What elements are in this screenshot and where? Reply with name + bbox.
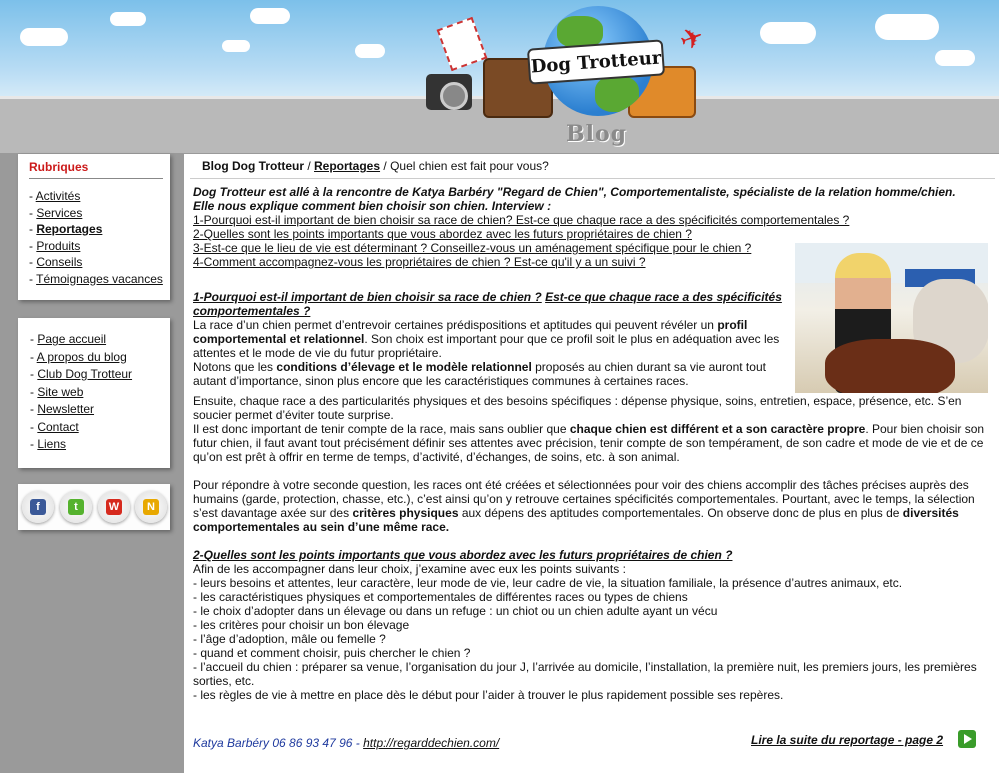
paragraph: Ensuite, chaque race a des particularités physiques et des besoins spécifiques : dépense physique, soins, entretien, espace, présence, etc. S’en soucier permet d’éviter toute surprise. bbox=[193, 394, 962, 422]
rubriques-title: Rubriques bbox=[29, 160, 89, 174]
wikio-icon: W bbox=[106, 499, 122, 515]
paragraph bbox=[193, 318, 785, 360]
next-arrow-icon[interactable] bbox=[958, 730, 976, 748]
contact-line bbox=[193, 736, 499, 750]
breadcrumb bbox=[202, 159, 549, 173]
rubriques-box bbox=[18, 154, 170, 300]
wikio-button[interactable] bbox=[98, 491, 130, 523]
link-contact[interactable]: Contact bbox=[37, 419, 79, 434]
article-body bbox=[193, 185, 989, 702]
question-1-heading bbox=[193, 290, 785, 318]
breadcrumb-divider bbox=[190, 178, 995, 179]
facebook-button[interactable] bbox=[22, 491, 54, 523]
text: La race d’un chien permet d’entrevoir certaines prédispositions et aptitudes qui peuvent révéler un bbox=[193, 318, 718, 332]
text-bold: conditions d’élevage et le modèle relationnel bbox=[276, 360, 532, 374]
twitter-button[interactable] bbox=[60, 491, 92, 523]
cloud bbox=[760, 22, 816, 44]
question-2-heading: 2-Quelles sont les points importants que vous abordez avec les futurs propriétaires de chien ? bbox=[193, 548, 733, 562]
site-link-item: - Club Dog Trotteur bbox=[30, 367, 133, 381]
text: Pour répondre à votre seconde question, les races ont été créées et sélectionnées pour voir des chiens accomplir des tâches précises auprès des humains (garde, protection, chasse, etc.), c’est ainsi qu’on y retrouve certaines spécificités comportementales. Pourtant, avec le temps, la sélection s’est davantage axée sur des bbox=[193, 478, 975, 520]
cloud bbox=[222, 40, 250, 52]
blog-title: Blog bbox=[566, 121, 628, 147]
question-1-text: Est-ce que chaque race a des spécificités comportementales ? bbox=[193, 290, 782, 318]
rubrique-item: - Conseils bbox=[29, 255, 83, 269]
cloud bbox=[250, 8, 290, 24]
site-link-item: - Newsletter bbox=[30, 402, 95, 416]
breadcrumb-reportages-link[interactable]: Reportages bbox=[314, 159, 381, 173]
rubrique-link-reportages[interactable]: Reportages bbox=[36, 222, 103, 236]
site-logo[interactable]: Dog Trotteur bbox=[527, 39, 665, 84]
list-item: - les caractéristiques physiques et comportementales de différentes races ou types de chiens bbox=[193, 590, 688, 604]
breadcrumb-separator: / bbox=[380, 159, 391, 173]
text: . Pour bien choisir son futur chien, il faut avant tout précisément définir ses attentes avec précision, tenir compte de son tempérament, de son cadre et mode de vie et de ce qu’on est prêt à offrir en terme de temps, d’activité, d’échanges, de soins, etc. à son animal. bbox=[193, 422, 985, 464]
list-item: - leurs besoins et attentes, leur caractère, leur mode de vie, leur cadre de vie, la situation familiale, la présence d’autres animaux, etc. bbox=[193, 576, 903, 590]
article-intro: Elle nous explique comment bien choisir son chien. Interview : bbox=[193, 199, 552, 213]
netvibes-icon: N bbox=[143, 499, 159, 515]
list-item: - les critères pour choisir un bon élevage bbox=[193, 618, 410, 632]
contact-text: Katya Barbéry 06 86 93 47 96 - bbox=[193, 736, 364, 750]
rubrique-item: - Témoignages vacances bbox=[29, 271, 163, 286]
cloud bbox=[20, 28, 68, 46]
list-item: - le choix d’adopter dans un élevage ou dans un refuge : un chiot ou un chien adulte ayant un vécu bbox=[193, 604, 718, 618]
site-links-list bbox=[30, 331, 132, 454]
article-intro: Dog Trotteur est allé à la rencontre de Katya Barbéry "Regard de Chien", Comportementaliste, spécialiste de la relation homme/chien. bbox=[193, 185, 956, 199]
text: Notons que les bbox=[193, 360, 277, 374]
social-box bbox=[18, 484, 170, 530]
rubrique-link-produits[interactable]: Produits bbox=[36, 238, 81, 253]
toc-link-1[interactable]: 1-Pourquoi est-il important de bien choisir sa race de chien? Est-ce que chaque race a des spécificités comportementales ? bbox=[193, 213, 850, 227]
text-bold: diversités comportementales au sein d’une même race. bbox=[193, 506, 959, 534]
cloud bbox=[875, 14, 939, 40]
toc-link-4[interactable]: 4-Comment accompagnez-vous les propriétaires de chien ? Est-ce qu'il y a un suivi ? bbox=[193, 255, 646, 269]
rubrique-item: - Services bbox=[29, 205, 83, 220]
site-link-item: - A propos du blog bbox=[30, 349, 127, 364]
facebook-icon: f bbox=[30, 499, 46, 515]
rubrique-item: - Produits bbox=[29, 238, 81, 253]
list-item: - quand et comment choisir, puis chercher le chien ? bbox=[193, 646, 471, 660]
breadcrumb-separator: / bbox=[304, 159, 315, 173]
site-link-item: - Liens bbox=[30, 437, 67, 451]
rubrique-link-temoignages[interactable]: Témoignages vacances bbox=[36, 271, 163, 286]
next-page-link[interactable]: Lire la suite du reportage - page 2 bbox=[751, 733, 944, 747]
rubriques-list bbox=[29, 188, 163, 287]
cloud bbox=[355, 44, 385, 58]
text-bold: critères physiques bbox=[352, 506, 459, 520]
link-a-propos[interactable]: A propos du blog bbox=[36, 349, 127, 364]
paragraph bbox=[193, 478, 989, 534]
twitter-icon: t bbox=[68, 499, 84, 515]
link-liens[interactable]: Liens bbox=[37, 437, 67, 451]
cloud bbox=[935, 50, 975, 66]
toc-link-2[interactable]: 2-Quelles sont les points importants que vous abordez avec les futurs propriétaires de chien ? bbox=[193, 227, 692, 241]
list-item: - les règles de vie à mettre en place dès le début pour l’aider à trouver le plus rapidement possible ses repères. bbox=[193, 688, 784, 702]
link-site-web[interactable]: Site web bbox=[37, 384, 84, 399]
camera-lens-icon bbox=[440, 82, 468, 110]
site-link-item: - Site web bbox=[30, 384, 84, 399]
rubrique-link-services[interactable]: Services bbox=[36, 205, 83, 220]
contact-site-link[interactable]: http://regarddechien.com/ bbox=[363, 736, 500, 750]
airplane-icon: ✈ bbox=[675, 19, 709, 58]
link-club[interactable]: Club Dog Trotteur bbox=[37, 367, 133, 381]
text: aux dépens des aptitudes comportementales. On observe donc de plus en plus de bbox=[458, 506, 903, 520]
text-bold: chaque chien est différent et a son caractère propre bbox=[569, 422, 866, 436]
netvibes-button[interactable] bbox=[135, 491, 167, 523]
paragraph bbox=[193, 360, 785, 388]
text: . Son choix est important pour que ce profil soit le plus en adéquation avec les attentes et le mode de vie du futur propriétaire. bbox=[193, 332, 780, 360]
breadcrumb-current: Quel chien est fait pour vous? bbox=[390, 159, 549, 173]
text: Il est donc important de tenir compte de la race, mais sans oublier que bbox=[193, 422, 570, 436]
globe-land bbox=[595, 76, 639, 112]
question-1-text: 1-Pourquoi est-il important de bien choisir sa race de chien ? bbox=[193, 290, 542, 304]
link-newsletter[interactable]: Newsletter bbox=[37, 402, 95, 416]
rubrique-item: - Reportages bbox=[29, 222, 103, 236]
text-bold: profil comportemental et relationnel bbox=[193, 318, 748, 346]
rubrique-link-conseils[interactable]: Conseils bbox=[36, 255, 83, 269]
links-box bbox=[18, 318, 170, 468]
list-item: - l’accueil du chien : préparer sa venue, l’organisation du jour J, l’arrivée au domicile, l’installation, la première nuit, les premiers jours, les premières sorties, etc. bbox=[193, 660, 977, 688]
cloud bbox=[110, 12, 146, 26]
paragraph: Afin de les accompagner dans leur choix, j’examine avec eux les points suivants : bbox=[193, 562, 626, 576]
site-link-item: - Contact bbox=[30, 419, 79, 434]
text: proposés au chien durant sa vie auront tout autant d’importance, sinon plus encore que les caractéristiques communes à certaines races. bbox=[193, 360, 766, 388]
link-page-accueil[interactable]: Page accueil bbox=[37, 332, 107, 346]
main-content bbox=[184, 154, 999, 773]
toc-link-3[interactable]: 3-Est-ce que le lieu de vie est déterminant ? Conseillez-vous un aménagement spécifique pour le chien ? bbox=[193, 241, 752, 255]
list-item: - l’âge d’adoption, mâle ou femelle ? bbox=[193, 632, 386, 646]
rubriques-divider bbox=[29, 178, 163, 179]
breadcrumb-root: Blog Dog Trotteur bbox=[202, 159, 304, 173]
rubrique-link-activites[interactable]: Activités bbox=[35, 189, 81, 203]
site-link-item: - Page accueil bbox=[30, 332, 107, 346]
paragraph bbox=[193, 422, 989, 464]
rubrique-item: - Activités bbox=[29, 189, 81, 203]
